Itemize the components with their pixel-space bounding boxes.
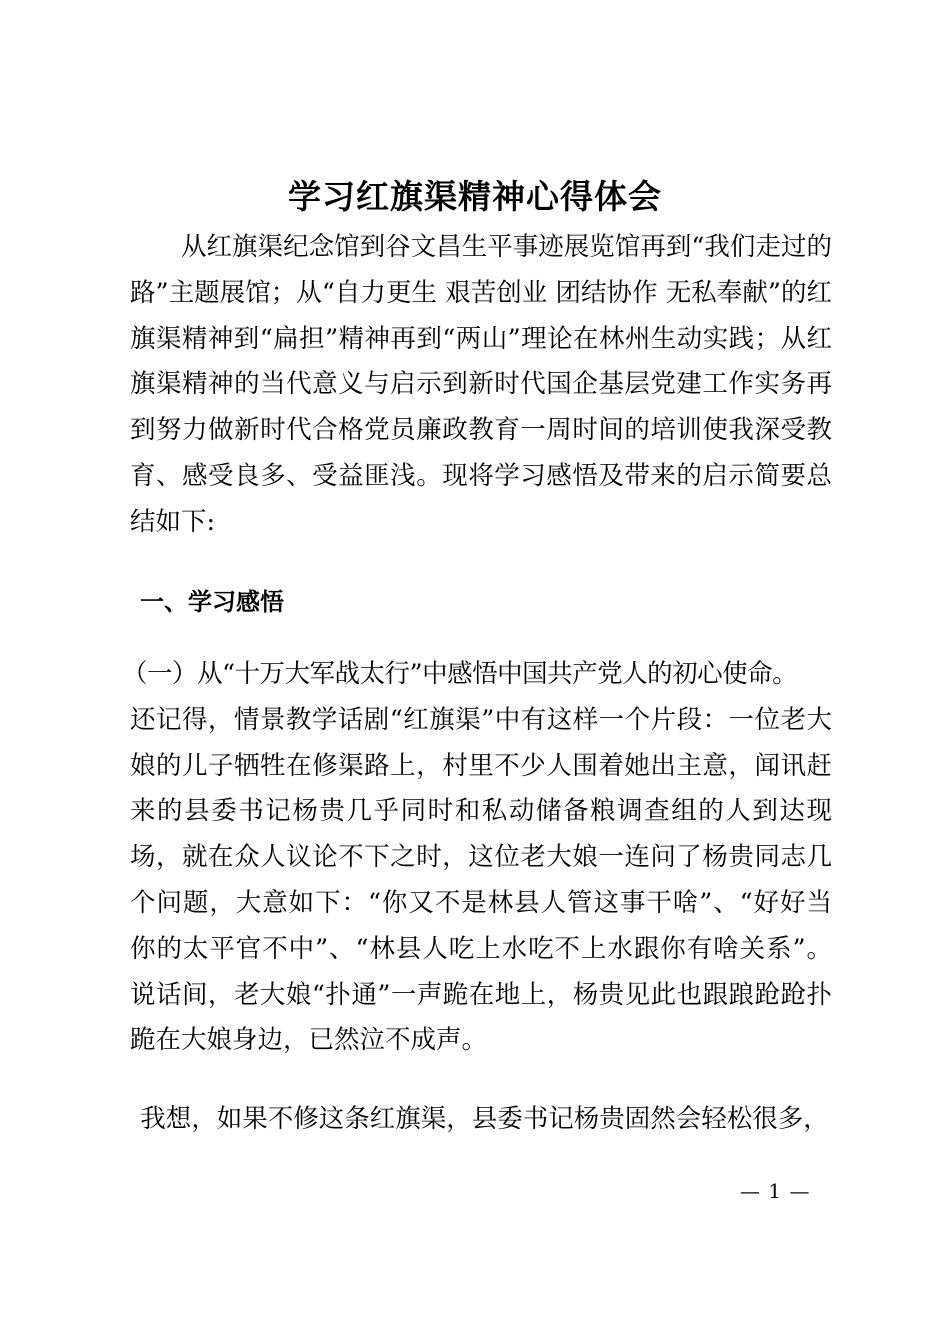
section-heading: 一、学习感悟 <box>140 588 284 616</box>
reflection-paragraph: 我想，如果不修这条红旗渠，县委书记杨贵固然会轻松很多， <box>140 1104 829 1134</box>
story-text: 还记得，情景教学话剧“红旗渠”中有这样一个片段：一位老大娘的儿子牺牲在修渠路上，村里不少人围着她出主意，闻讯赶来的县委书记杨贵几乎同时和私动储备粮调查组的人到达现场，就在众人议论不下之时，这位老大娘一连问了杨贵同志几个问题，大意如下：“你又不是林县人管这事干啥”、“好好当你的太平官不中”、“林县人吃上水吃不上水跟你有啥关系”。说话间，老大娘“扑通”一声跪在地上，杨贵见此也跟踉跄跄扑跪在大娘身边，已然泣不成声。 <box>130 704 832 1056</box>
subsection-heading: （一）从“十万大军战太行”中感悟中国共产党人的初心使命。 <box>122 659 798 689</box>
story-paragraph <box>122 652 832 1064</box>
intro-paragraph: 从红旗渠纪念馆到谷文昌生平事迹展览馆再到“我们走过的路”主题展馆；从“自力更生 艰苦创业 团结协作 无私奉献”的红旗渠精神到“扁担”精神再到“两山”理论在林州生动实践；从红旗渠精神的当代意义与启示到新时代国企基层党建工作实务再到努力做新时代合格党员廉政教育一周时间的培训使我深受教育、感受良多、受益匪浅。现将学习感悟及带来的启示简要总结如下: <box>130 232 832 537</box>
page-number: — 1 — <box>740 1179 811 1203</box>
document-title: 学习红旗渠精神心得体会 <box>288 177 662 216</box>
